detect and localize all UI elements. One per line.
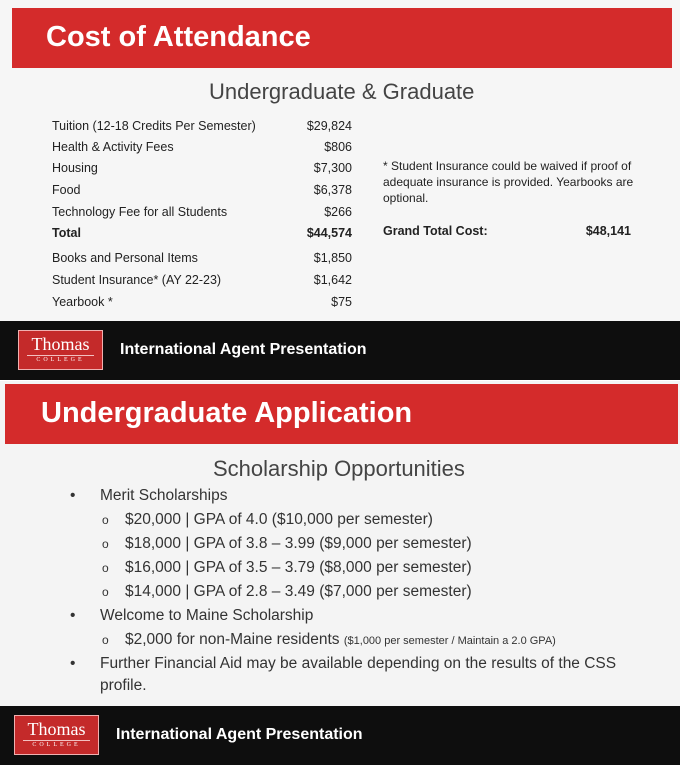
cost-value: $7,300 [313, 161, 352, 175]
cost-label: Books and Personal Items [52, 251, 198, 265]
slide-title: Cost of Attendance [46, 21, 311, 53]
sub-bullet: o [102, 561, 109, 575]
cost-of-attendance-slide [0, 0, 680, 380]
cost-value: $44,574 [306, 226, 352, 240]
cost-value: $1,642 [313, 273, 352, 287]
cost-label: Yearbook * [52, 295, 113, 309]
grand-total-label: Grand Total Cost: [383, 224, 488, 238]
slide-header [5, 384, 678, 444]
list-item [70, 629, 660, 653]
maine-label: Welcome to Maine Scholarship [100, 607, 314, 624]
thomas-college-logo [18, 330, 103, 370]
cost-label: Technology Fee for all Students [52, 205, 228, 219]
cost-value: $75 [331, 295, 352, 309]
cost-value: $1,850 [313, 251, 352, 265]
cost-value: $266 [324, 205, 352, 219]
list-item [70, 485, 660, 509]
logo-sub: COLLEGE [27, 355, 94, 364]
sub-bullet: o [102, 513, 109, 527]
cost-label: Health & Activity Fees [52, 140, 174, 154]
scholarship-list [70, 485, 660, 697]
footer-title: International Agent Presentation [120, 341, 367, 358]
list-item [70, 581, 660, 605]
list-item [70, 533, 660, 557]
cost-row-health [52, 140, 352, 160]
cost-value: $6,378 [313, 183, 352, 197]
footer-title: International Agent Presentation [116, 726, 363, 743]
list-item [70, 509, 660, 533]
logo-name: Thomas [27, 719, 86, 739]
cost-row-tuition [52, 119, 352, 139]
slide-subtitle: Undergraduate & Graduate [209, 79, 475, 104]
sub-bullet: o [102, 585, 109, 599]
maine-item [125, 629, 556, 652]
slide-footer [0, 706, 680, 765]
cost-label: Total [52, 226, 81, 240]
merit-item: $20,000 | GPA of 4.0 ($10,000 per semester) [125, 511, 433, 528]
bullet: • [70, 487, 76, 504]
cost-row-housing [52, 161, 352, 181]
merit-label: Merit Scholarships [100, 487, 228, 504]
maine-item-main: $2,000 for non-Maine residents [125, 631, 344, 648]
merit-item: $14,000 | GPA of 2.8 – 3.49 ($7,000 per semester) [125, 583, 472, 600]
slide-title: Undergraduate Application [41, 397, 413, 429]
slide-subtitle: Scholarship Opportunities [213, 456, 465, 481]
bullet: • [70, 655, 76, 672]
sub-bullet: o [102, 633, 109, 647]
maine-item-detail: ($1,000 per semester / Maintain a 2.0 GPA) [343, 635, 556, 647]
cost-row-technology [52, 205, 352, 225]
cost-row-yearbook [52, 295, 352, 315]
cost-label: Tuition (12-18 Credits Per Semester) [52, 119, 256, 133]
sub-bullet: o [102, 537, 109, 551]
slide-header [12, 8, 672, 68]
cost-label: Housing [52, 161, 98, 175]
cost-label: Food [52, 183, 81, 197]
bullet: • [70, 607, 76, 624]
cost-row-books [52, 251, 352, 271]
merit-item: $18,000 | GPA of 3.8 – 3.99 ($9,000 per semester) [125, 535, 472, 552]
merit-item: $16,000 | GPA of 3.5 – 3.79 ($8,000 per semester) [125, 559, 472, 576]
cost-row-food [52, 183, 352, 203]
logo-sub: COLLEGE [23, 740, 90, 749]
grand-total-value: $48,141 [585, 224, 631, 238]
cost-value: $29,824 [306, 119, 352, 133]
cost-label: Student Insurance* (AY 22-23) [52, 273, 222, 287]
undergraduate-application-slide [0, 381, 680, 765]
grand-total [383, 224, 631, 238]
further-aid-text: Further Financial Aid may be available depending on the results of the CSS profile. [100, 655, 617, 694]
logo-name: Thomas [31, 334, 90, 354]
insurance-note: * Student Insurance could be waived if proof of adequate insurance is provided. Yearbooks are optional. [383, 159, 634, 205]
thomas-college-logo [14, 715, 99, 755]
list-item [70, 557, 660, 581]
slide-footer [0, 321, 680, 380]
list-item [70, 605, 660, 629]
list-item [70, 653, 660, 697]
cost-row-insurance [52, 273, 352, 293]
cost-row-total [52, 226, 352, 246]
cost-value: $806 [324, 140, 352, 154]
